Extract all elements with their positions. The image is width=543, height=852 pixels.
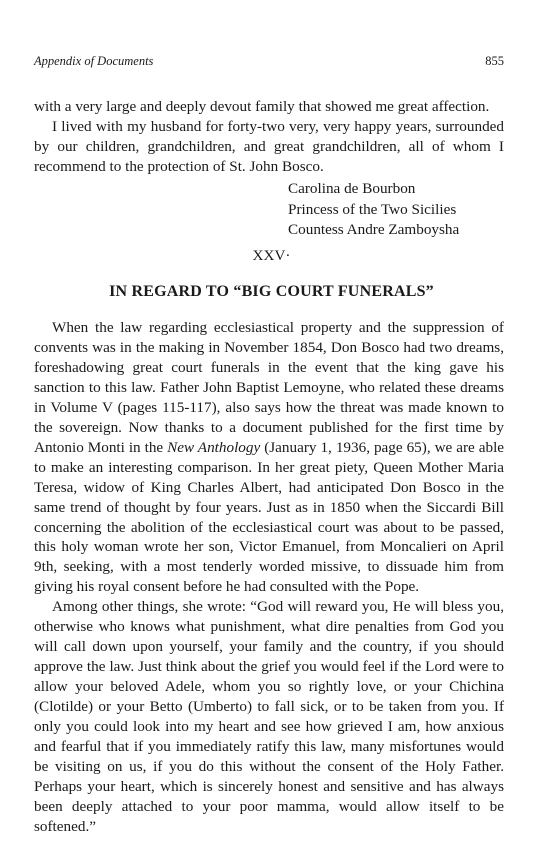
running-title: Appendix of Documents: [34, 54, 154, 68]
paragraph-context: [34, 318, 504, 597]
paragraph-letter-quote: Among other things, she wrote: “God will reward you, He will bless you, otherwise who knows what punishment, what dire penalties from God you will call down upon yourself, your family and the country, if you should approve the law. Just think about the grief you would feel if the Lord were to allow your beloved Adele, whom you so rightly love, or your Chichina (Clotilde) or your Betto (Umberto) to fall sick, or to be taken from you. If only you could look into my heart and see how grieved I am, how anxious and fearful that if you immediately ratify this law, many misfortunes would be visiting on us, if you do this without the consent of the Holy Father. Perhaps your heart, which is sincerely honest and sensitive and has always been deeply attached to your poor mamma, would allow itself to be softened.”: [34, 598, 504, 835]
opening-text: [34, 97, 504, 177]
signature-title-princess: Princess of the Two Sicilies: [288, 200, 457, 218]
section-title: IN REGARD TO “BIG COURT FUNERALS”: [109, 283, 434, 300]
publication-title: New Anthology: [167, 438, 261, 456]
page-number: 855: [485, 54, 504, 68]
section-numeral: XXV·: [252, 247, 291, 264]
signature-name: Carolina de Bourbon: [288, 180, 416, 197]
paragraph-context-end: (January 1, 1936, page 65), we are able to make an interesting comparison. In her great piety, Queen Mother Maria Teresa, widow of King Charles Albert, had anticipated Don Bosco in the same trend of thought by four years. Just as in 1850 when the Siccardi Bill concerning the abolition of the ecclesiastical court was about to be passed, this holy woman wrote her son, Victor Emanuel, from Moncalieri on April 9th, seeking, with a most tenderly worded missive, to dissuade him from giving his royal consent before he had consulted with the Pope.: [34, 438, 505, 596]
paragraph-closing: I lived with my husband for forty-two very, very happy years, surrounded by our children, grandchildren, and great grandchildren, all of whom I recommend to the protection of St. John Bosco.: [34, 117, 504, 175]
signature-block: [288, 179, 508, 241]
paragraph-context-start: When the law regarding ecclesiastical property and the suppression of convents was in the making in November 1854, Don Bosco had two dreams, foreshadowing great court funerals in the event that the king gave his sanction to this law. Father John Baptist Lemoyne, who related these dreams in Volume V (pages 115-117), also says how the threat was made known to the sovereign. Now thanks to a document published for the first time by Antonio Monti in the: [34, 319, 504, 456]
signature-title-countess: Countess Andre Zamboysha: [288, 221, 460, 238]
running-head: [34, 54, 504, 74]
paragraph-continuation: with a very large and deeply devout family that showed me great affection.: [34, 98, 490, 115]
main-text: [34, 318, 504, 837]
